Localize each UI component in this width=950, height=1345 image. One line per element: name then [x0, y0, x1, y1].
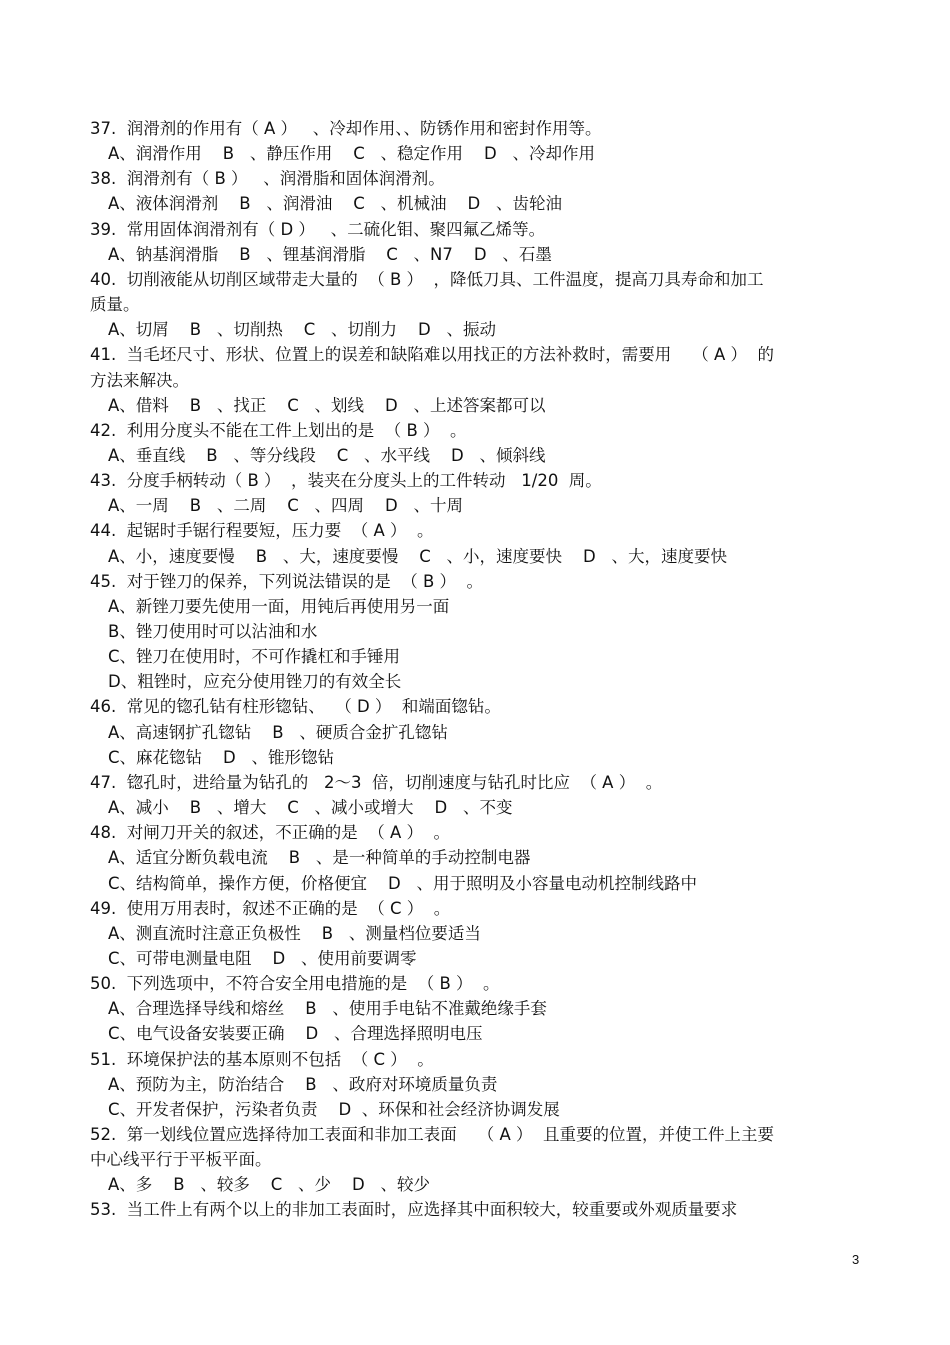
answer-options-line: C、电气设备安装要正确 D 、合理选择照明电压 [108, 1024, 483, 1043]
question-line: 50. 下列选项中，不符合安全用电措施的是 （ B ） 。 [90, 974, 500, 993]
question-line: 42. 利用分度头不能在工件上划出的是 （ B ） 。 [90, 421, 467, 440]
answer-options-line: A、垂直线 B 、等分线段 C 、水平线 D 、倾斜线 [108, 446, 546, 465]
question-line: 中心线平行于平板平面。 [90, 1150, 272, 1169]
question-line: 44. 起锯时手锯行程要短，压力要 （ A ） 。 [90, 521, 434, 540]
answer-options-line: A、新锉刀要先使用一面，用钝后再使用另一面 [108, 597, 450, 616]
answer-options-line: B、锉刀使用时可以沾油和水 [108, 622, 318, 641]
question-line: 46. 常见的锪孔钻有柱形锪钻、 （ D ） 和端面锪钻。 [90, 697, 501, 716]
question-line: 45. 对于锉刀的保养，下列说法错误的是 （ B ） 。 [90, 572, 484, 591]
answer-options-line: A、测直流时注意正负极性 B 、测量档位要适当 [108, 924, 481, 943]
answer-options-line: A、高速钢扩孔锪钻 B 、硬质合金扩孔锪钻 [108, 723, 448, 742]
answer-options-line: C、结构简单，操作方便，价格便宜 D 、用于照明及小容量电动机控制线路中 [108, 874, 697, 893]
answer-options-line: A、一周 B 、二周 C 、四周 D 、十周 [108, 496, 463, 515]
answer-options-line: A、切屑 B 、切削热 C 、切削力 D 、振动 [108, 320, 496, 339]
answer-options-line: C、麻花锪钻 D 、锥形锪钻 [108, 748, 334, 767]
question-line: 41. 当毛坯尺寸、形状、位置上的误差和缺陷难以用找正的方法补救时，需要用 （ A ） 的 [90, 345, 774, 364]
answer-options-line: A、多 B 、较多 C 、少 D 、较少 [108, 1175, 430, 1194]
answer-options-line: A、小，速度要慢 B 、大，速度要慢 C 、小，速度要快 D 、大，速度要快 [108, 547, 727, 566]
question-line: 48. 对闸刀开关的叙述，不正确的是 （ A ） 。 [90, 823, 450, 842]
answer-options-line: C、开发者保护，污染者负责 D 、环保和社会经济协调发展 [108, 1100, 560, 1119]
question-line: 49. 使用万用表时，叙述不正确的是 （ C ） 。 [90, 899, 451, 918]
answer-options-line: D、粗锉时，应充分使用锉刀的有效全长 [108, 672, 402, 691]
answer-options-line: C、锉刀在使用时，不可作撬杠和手锤用 [108, 647, 401, 666]
page-number: 3 [852, 1252, 860, 1267]
answer-options-line: C、可带电测量电阻 D 、使用前要调零 [108, 949, 417, 968]
answer-options-line: A、润滑作用 B 、静压作用 C 、稳定作用 D 、冷却作用 [108, 144, 595, 163]
question-line: 40. 切削液能从切削区域带走大量的 （ B ） ，降低刀具、工件温度，提高刀具寿命和加工 [90, 270, 764, 289]
answer-options-line: A、减小 B 、增大 C 、减小或增大 D 、不变 [108, 798, 513, 817]
answer-options-line: A、预防为主，防治结合 B 、政府对环境质量负责 [108, 1075, 498, 1094]
question-line: 37. 润滑剂的作用有（ A ） 、冷却作用、、防锈作用和密封作用等。 [90, 119, 602, 138]
answer-options-line: A、适宜分断负载电流 B 、是一种简单的手动控制电器 [108, 848, 531, 867]
answer-options-line: A、借料 B 、找正 C 、划线 D 、上述答案都可以 [108, 396, 546, 415]
answer-options-line: A、钠基润滑脂 B 、锂基润滑脂 C 、N7 D 、石墨 [108, 245, 552, 264]
question-line: 38. 润滑剂有（ B ） 、润滑脂和固体润滑剂。 [90, 169, 445, 188]
question-line: 53. 当工件上有两个以上的非加工表面时，应选择其中面积较大，较重要或外观质量要求 [90, 1200, 738, 1219]
question-line: 质量。 [90, 295, 140, 314]
answer-options-line: A、合理选择导线和熔丝 B 、使用手电钻不准戴绝缘手套 [108, 999, 547, 1018]
question-line: 52. 第一划线位置应选择待加工表面和非加工表面 （ A ） 且重要的位置，并使工件上主要 [90, 1125, 774, 1144]
question-line: 39. 常用固体润滑剂有（ D ） 、二硫化钼、聚四氟乙烯等。 [90, 220, 546, 239]
question-line: 51. 环境保护法的基本原则不包括 （ C ） 。 [90, 1050, 434, 1069]
question-line: 方法来解决。 [90, 371, 189, 390]
question-line: 47. 锪孔时，进给量为钻孔的 2～3 倍，切削速度与钻孔时比应 （ A ） 。 [90, 773, 663, 792]
answer-options-line: A、液体润滑剂 B 、润滑油 C 、机械油 D 、齿轮油 [108, 194, 562, 213]
question-line: 43. 分度手柄转动（ B ） ，装夹在分度头上的工件转动 1/20 周。 [90, 471, 602, 490]
